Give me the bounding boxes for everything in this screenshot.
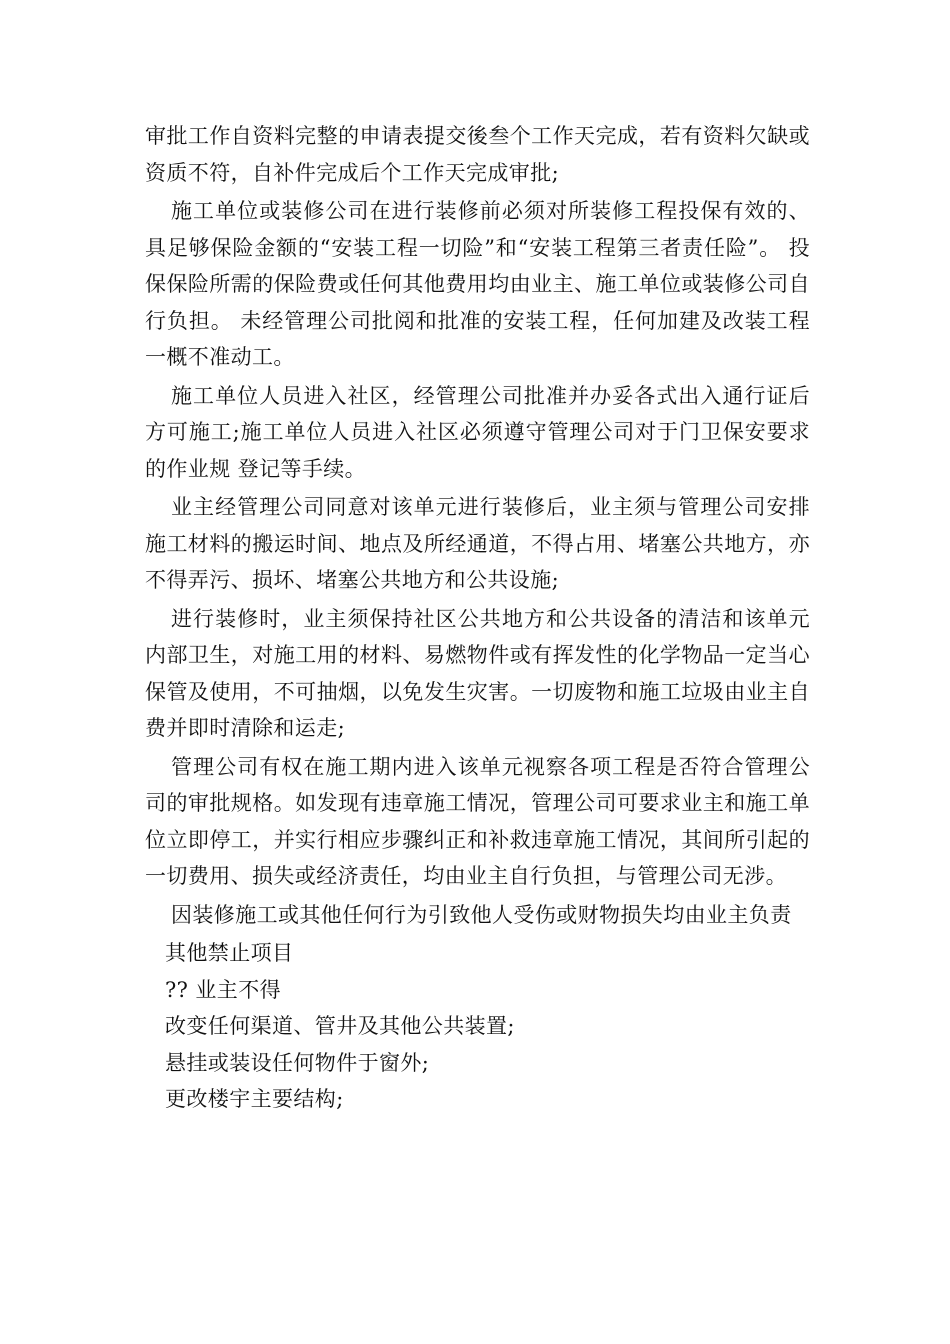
document-body bbox=[145, 118, 810, 1118]
paragraph-approval-time: 审批工作自资料完整的申请表提交後叁个工作天完成，若有资料欠缺或资质不符，自补件完成后个工作天完成审批; bbox=[145, 124, 810, 185]
list-item-owner-must-not: ?? 业主不得 bbox=[165, 977, 281, 1002]
list-item-no-channel-change: 改变任何渠道、管井及其他公共装置; bbox=[165, 1014, 515, 1038]
paragraph-inspection: 管理公司有权在施工期内进入该单元视察各项工程是否符合管理公司的审批规格。如发现有违章施工情况，管理公司可要求业主和施工单位立即停工，并实行相应步骤纠正和补救违章施工情况，其间所引起的一切费用、损失或经济责任，均由业主自行负担，与管理公司无涉。 bbox=[145, 754, 810, 888]
list-item-no-window-hanging: 悬挂或装设任何物件于窗外; bbox=[165, 1050, 430, 1075]
list-item-no-structure-change: 更改楼宇主要结构; bbox=[165, 1087, 344, 1111]
list-item-prohibited-heading: 其他禁止项目 bbox=[165, 941, 294, 965]
paragraph-access-pass: 施工单位人员进入社区，经管理公司批准并办妥各式出入通行证后方可施工;施工单位人员进入社区必须遵守管理公司对于门卫保安要求的作业规 登记等手续。 bbox=[145, 383, 810, 481]
paragraph-insurance: 施工单位或装修公司在进行装修前必须对所装修工程投保有效的、具足够保险金额的“安装工程一切险”和“安装工程第三者责任险”。 投保保险所需的保险费或任何其他费用均由业主、施工单位或装修公司自行负担。 未经管理公司批阅和批准的安装工程，任何加建及改装工程一概不准动工。 bbox=[145, 199, 810, 369]
paragraph-material-transport: 业主经管理公司同意对该单元进行装修后，业主须与管理公司安排施工材料的搬运时间、地点及所经通道，不得占用、堵塞公共地方，亦不得弄污、损坏、堵塞公共地方和公共设施; bbox=[145, 495, 810, 592]
paragraph-liability: 因装修施工或其他任何行为引致他人受伤或财物损失均由业主负责 bbox=[171, 902, 792, 927]
paragraph-cleanliness: 进行装修时，业主须保持社区公共地方和公共设备的清洁和该单元内部卫生，对施工用的材料、易燃物件或有挥发性的化学物品一定当心保管及使用，不可抽烟，以免发生灾害。一切废物和施工垃圾由业主自费并即时清除和运走; bbox=[145, 606, 810, 740]
